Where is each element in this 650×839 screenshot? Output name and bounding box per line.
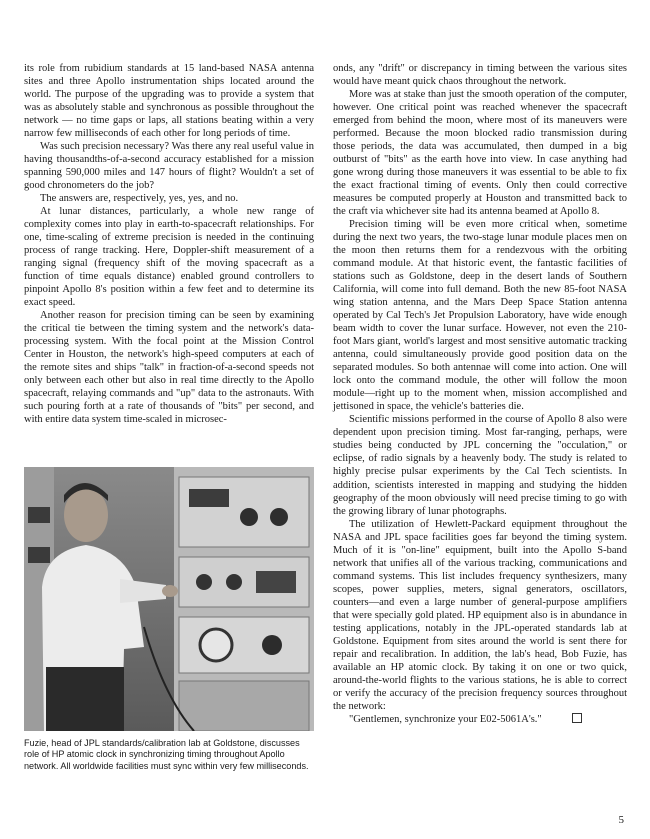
paragraph: its role from rubidium standards at 15 land-based NASA antenna sites and three Apollo instrumentation ships located around the world. The purpose of the upgrading was to provide a system that was as absolutely stable and synchronous as possible throughout the network — no time gaps or laps, all stations beating within a very narrow few milliseconds of each other for long periods of time. (24, 63, 314, 140)
paragraph: Precision timing will be even more critical when, sometime during the next two years, the two-stage lunar module places men on the moon then returns them for a rendezvous with the orbiting command module. At that historic event, the fantastic facilities of stations such as Goldstone, deep in the desert lands of Southern California, will come into full demand. Both the new 85-foot NASA wing station antenna, and the Mars Deep Space Station antenna operated by Cal Tech's Jet Propulsion Laboratory, have wide enough beam width to cover the lunar surface. However, not even the 210-foot Mars giant, world's largest and most sensitive automatic tracking antenna, could simultaneously provide good position data on the separated modules. So both antennae will come into action. One will lock onto the command module, the other will follow the moon module—right up to the moment when, mission accomplished and jettisoned in space, the vehicle's batteries die. (333, 219, 627, 413)
page-number: 5 (618, 814, 624, 826)
photo (24, 467, 314, 731)
paragraph: More was at stake than just the smooth operation of the computer, however. One critical point was reached whenever the spacecraft emerged from behind the moon, where most of its maneuvers were performed. Because the moon blocked radio transmission during those periods, the data was accumulated, then dumped in a big outburst of "bits" as the earth hove into view. In case anything had gone wrong during those maneuvers it was essential to be able to fix the exact fractional timing of events. Only then could corrective measures be computed properly at Houston and transmitted back to the craft via whichever site had its antenna beamed at Apollo 8. (333, 89, 627, 218)
photo-illustration (24, 467, 314, 731)
paragraph: The answers are, respectively, yes, yes, and no. (40, 193, 239, 205)
right-column (333, 62, 627, 726)
paragraph: The utilization of Hewlett-Packard equipment throughout the NASA and JPL space facilities goes far beyond the timing system. Much of it is "on-line" equipment, built into the Apollo S-band network that unifies all of the various tracking, communications and command systems. This list includes frequency synthesizers, many scopes, power supplies, meters, signal generators, oscillators, counters—and even a large number of general-purpose amplifiers that were specially gold plated. HP equipment also is in abundance in testing applications, notably in the JPL-operated standards lab at Goldstone. Equipment from sites around the world is sent there for repair and recalibration. In addition, the lab's head, Bob Fuzie, has available an HP atomic clock. By taking it on one or two quick, around-the-world flights to the various stations, he is able to correct or verify the accuracy of the precision frequency sources throughout the network: (333, 518, 627, 712)
left-column (24, 62, 314, 426)
photo-caption (24, 738, 316, 772)
paragraph: Scientific missions performed in the course of Apollo 8 also were dependent upon precision timing. Most far-ranging, perhaps, were studies being conducted by JPL concerning the "occulation," or eclipse, of radio signals by a heavenly body. The study is related to highly precise pulsar experiments by the Cal Tech scientists. In addition, scientists interested in mapping and studying the hidden geography of the moon obviously will need precise timing to go with the growing library of lunar photographs. (333, 414, 627, 517)
end-mark-icon (572, 713, 582, 723)
closing-quote-line (333, 713, 627, 726)
paragraph: onds, any "drift" or discrepancy in timing between the various sites would have meant quick chaos throughout the network. (333, 63, 627, 88)
paragraph: Was such precision necessary? Was there any real useful value in having thousandths-of-a-second accuracy established for a mission spanning 590,000 miles and 147 hours of flight? Wouldn't a set of good chronometers do the job? (24, 141, 314, 192)
closing-quote: "Gentlemen, synchronize your E02-5061A's." (349, 713, 542, 725)
paragraph: At lunar distances, particularly, a whole new range of complexity comes into play in earth-to-spacecraft relationships. For one, time-scaling of extreme precision is needed in the continuing process of range tracking. Here, Doppler-shift measurement of a ranging signal (frequency shift of the moving spacecraft as a function of time equals distance) enabled ground controllers to pinpoint Apollo 8's position within a few feet and to determine its exact speed. (24, 206, 314, 309)
caption-text: Fuzie, head of JPL standards/calibration lab at Goldstone, discusses role of HP atomic clock in synchronizing timing throughout Apollo network. All worldwide facilities must sync within very few milliseconds. (24, 738, 309, 771)
paragraph: Another reason for precision timing can be seen by examining the critical tie between the timing system and the network's data-processing system. With the focal point at the Mission Control Center in Houston, the network's high-speed computers at each of the remote sites and ships "talk" in fraction-of-a-second speeds not only between each other but also in real time directly to the Apollo spacecraft, relaying commands and "up" data to the astronauts. With such pouring forth at a rate of thousands of "bits" per second, and with entire data system time-scaled in microsec- (24, 310, 314, 426)
